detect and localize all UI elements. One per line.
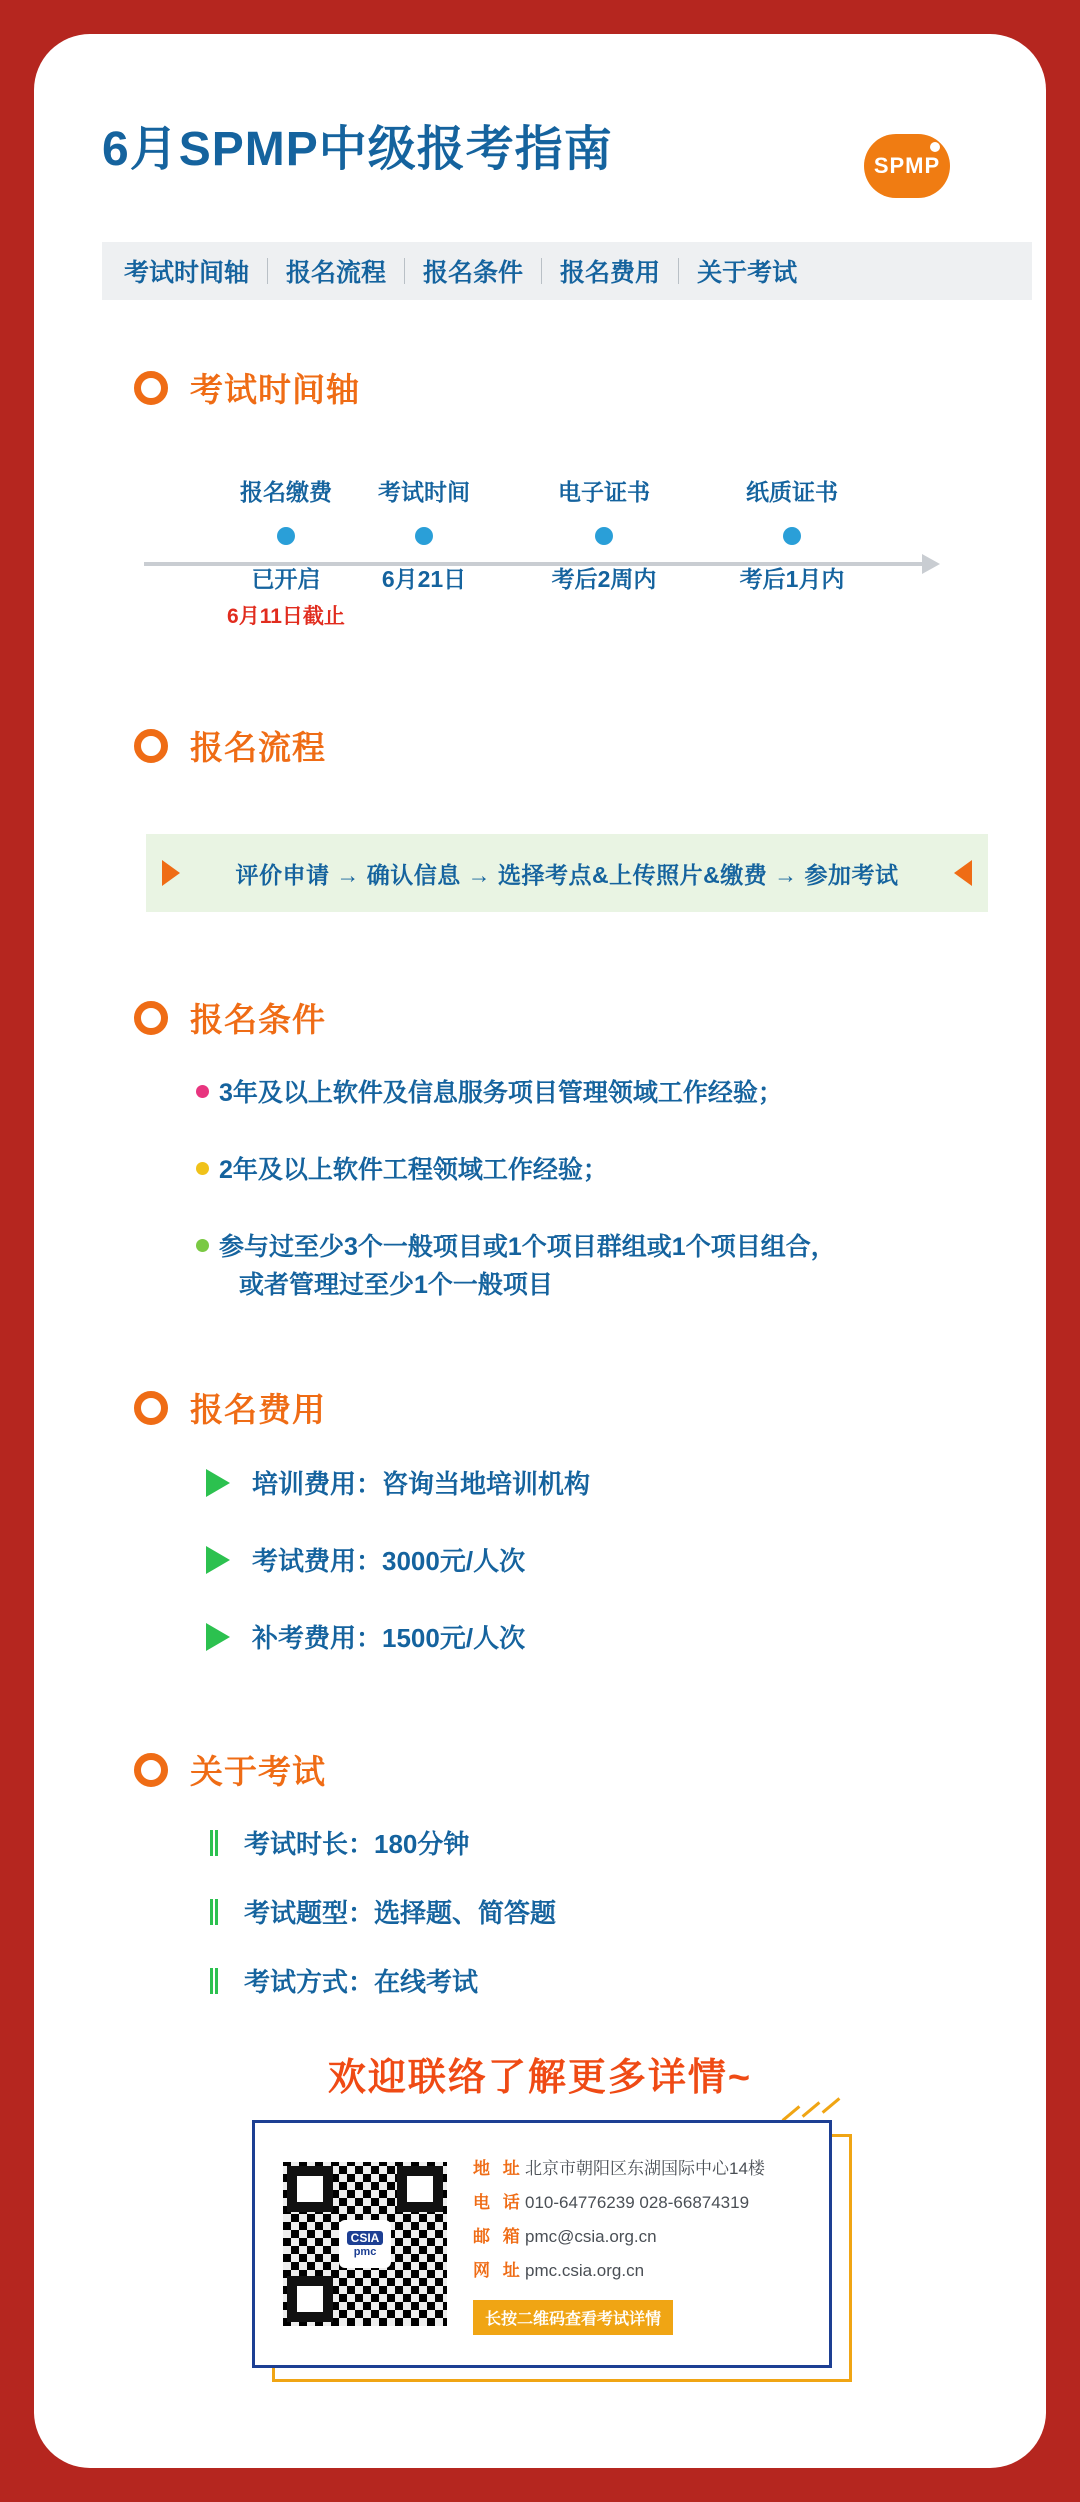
contact-title: 欢迎联络了解更多详情~	[327, 2057, 753, 2099]
stripe-marker-icon	[210, 1968, 218, 1994]
list-item	[210, 1893, 970, 1930]
play-triangle-icon	[206, 1546, 230, 1574]
list-item	[206, 1541, 966, 1578]
requirement-text: 3年及以上软件及信息服务项目管理领域工作经验；	[219, 1079, 783, 1107]
qr-logo-top: CSIA	[347, 2231, 384, 2245]
registration-flow-text: 评价申请 → 确认信息 → 选择考点&上传照片&缴费 → 参加考试	[235, 861, 899, 888]
timeline-node-dot-icon	[415, 527, 433, 545]
registration-flow	[146, 834, 988, 912]
logo-label: SPMP	[873, 153, 941, 178]
nav-item-requirements[interactable]: 报名条件	[423, 259, 524, 287]
about-list	[210, 1824, 970, 2031]
contact-row-website	[473, 2256, 809, 2281]
requirement-text-line2: 或者管理过至少1个一般项目	[239, 1271, 553, 1300]
left-triangle-icon	[162, 860, 180, 886]
timeline-node-value: 考后1月内	[739, 566, 845, 592]
list-item	[210, 1824, 970, 1861]
bullet-dot-icon	[196, 1162, 209, 1175]
heading-process-label: 报名流程	[190, 729, 326, 766]
qr-code[interactable]	[283, 2162, 447, 2326]
nav-item-fees[interactable]: 报名费用	[560, 259, 661, 287]
heading-about-label: 关于考试	[190, 1753, 326, 1790]
contact-row-phone	[473, 2188, 809, 2213]
contact-row-address	[473, 2154, 809, 2179]
ring-bullet-icon	[134, 1001, 168, 1035]
fee-text: 补考费用：1500元/人次	[252, 1623, 526, 1653]
list-item	[206, 1618, 966, 1655]
requirement-list	[196, 1074, 1016, 1343]
heading-about	[134, 1746, 326, 1793]
stripe-marker-icon	[210, 1830, 218, 1856]
poster-card	[34, 34, 1046, 2468]
about-text: 考试题型：选择题、简答题	[244, 1898, 557, 1928]
heading-process	[134, 722, 326, 769]
heading-fees-label: 报名费用	[190, 1391, 326, 1428]
ring-bullet-icon	[134, 1753, 168, 1787]
qr-logo	[339, 2220, 391, 2268]
qr-corner-icon	[287, 2166, 333, 2212]
contact-label: 邮 箱	[473, 2226, 524, 2246]
bullet-dot-icon	[196, 1085, 209, 1098]
timeline-node-value: 已开启	[251, 566, 321, 592]
heading-timeline-label: 考试时间轴	[190, 371, 360, 408]
heading-requirements-label: 报名条件	[190, 1001, 326, 1038]
heading-fees	[134, 1384, 326, 1431]
contact-details	[473, 2154, 809, 2335]
heading-requirements	[134, 994, 326, 1041]
about-text: 考试时长：180分钟	[244, 1829, 470, 1859]
requirement-text: 2年及以上软件工程领域工作经验；	[219, 1155, 608, 1184]
ring-bullet-icon	[134, 729, 168, 763]
contact-value: pmc.csia.org.cn	[525, 2260, 645, 2280]
fee-text: 考试费用：3000元/人次	[252, 1546, 526, 1576]
timeline-node-title: 纸质证书	[746, 479, 838, 505]
list-item	[210, 1962, 970, 1999]
section-nav[interactable]	[102, 242, 1032, 300]
contact-row-email	[473, 2222, 809, 2247]
qr-logo-bottom: pmc	[353, 2245, 377, 2258]
page-title: 6月SPMP中级报考指南	[102, 123, 613, 176]
nav-item-about[interactable]: 关于考试	[697, 259, 798, 287]
about-text: 考试方式：在线考试	[244, 1967, 479, 1997]
timeline-node-note: 6月11日截止	[227, 605, 345, 628]
contact-value: 010-64776239 028-66874319	[525, 2192, 750, 2212]
requirement-text	[219, 1228, 836, 1306]
requirement-text-line1: 参与过至少3个一般项目或1个项目群组或1个项目组合，	[219, 1232, 836, 1261]
qr-cta-button[interactable]: 长按二维码查看考试详情	[473, 2300, 673, 2335]
list-item	[206, 1464, 966, 1501]
contact-label: 电 话	[473, 2192, 524, 2212]
heading-timeline	[134, 364, 360, 411]
ring-bullet-icon	[134, 1391, 168, 1425]
spmp-logo	[864, 134, 950, 198]
timeline-node-value: 6月21日	[381, 566, 467, 592]
contact-card	[252, 2120, 832, 2368]
timeline-node-dot-icon	[783, 527, 801, 545]
contact-value: 北京市朝阳区东湖国际中心14楼	[525, 2158, 765, 2178]
qr-corner-icon	[397, 2166, 443, 2212]
list-item	[196, 1074, 1016, 1113]
contact-value: pmc@csia.org.cn	[525, 2226, 657, 2246]
timeline-arrow-icon	[922, 554, 940, 574]
right-triangle-icon	[954, 860, 972, 886]
timeline-node	[702, 474, 882, 594]
nav-item-timeline[interactable]: 考试时间轴	[124, 259, 250, 287]
contact-label: 地 址	[473, 2158, 524, 2178]
stripe-marker-icon	[210, 1899, 218, 1925]
list-item	[196, 1151, 1016, 1190]
timeline-node-title: 电子证书	[558, 479, 650, 505]
bullet-dot-icon	[196, 1239, 209, 1252]
list-item	[196, 1228, 1016, 1306]
timeline-node-title: 考试时间	[378, 479, 470, 505]
timeline-node-value: 考后2周内	[551, 566, 657, 592]
logo-dot-icon	[930, 142, 940, 152]
timeline-node	[514, 474, 694, 594]
play-triangle-icon	[206, 1469, 230, 1497]
timeline-node-dot-icon	[595, 527, 613, 545]
fee-text: 培训费用：咨询当地培训机构	[252, 1469, 591, 1499]
exam-timeline	[144, 474, 944, 634]
ring-bullet-icon	[134, 371, 168, 405]
play-triangle-icon	[206, 1623, 230, 1651]
timeline-node-dot-icon	[277, 527, 295, 545]
timeline-node	[334, 474, 514, 594]
contact-label: 网 址	[473, 2260, 524, 2280]
timeline-node-title: 报名缴费	[240, 479, 332, 505]
qr-corner-icon	[287, 2276, 333, 2322]
nav-item-process[interactable]: 报名流程	[286, 259, 387, 287]
fee-list	[206, 1464, 966, 1695]
